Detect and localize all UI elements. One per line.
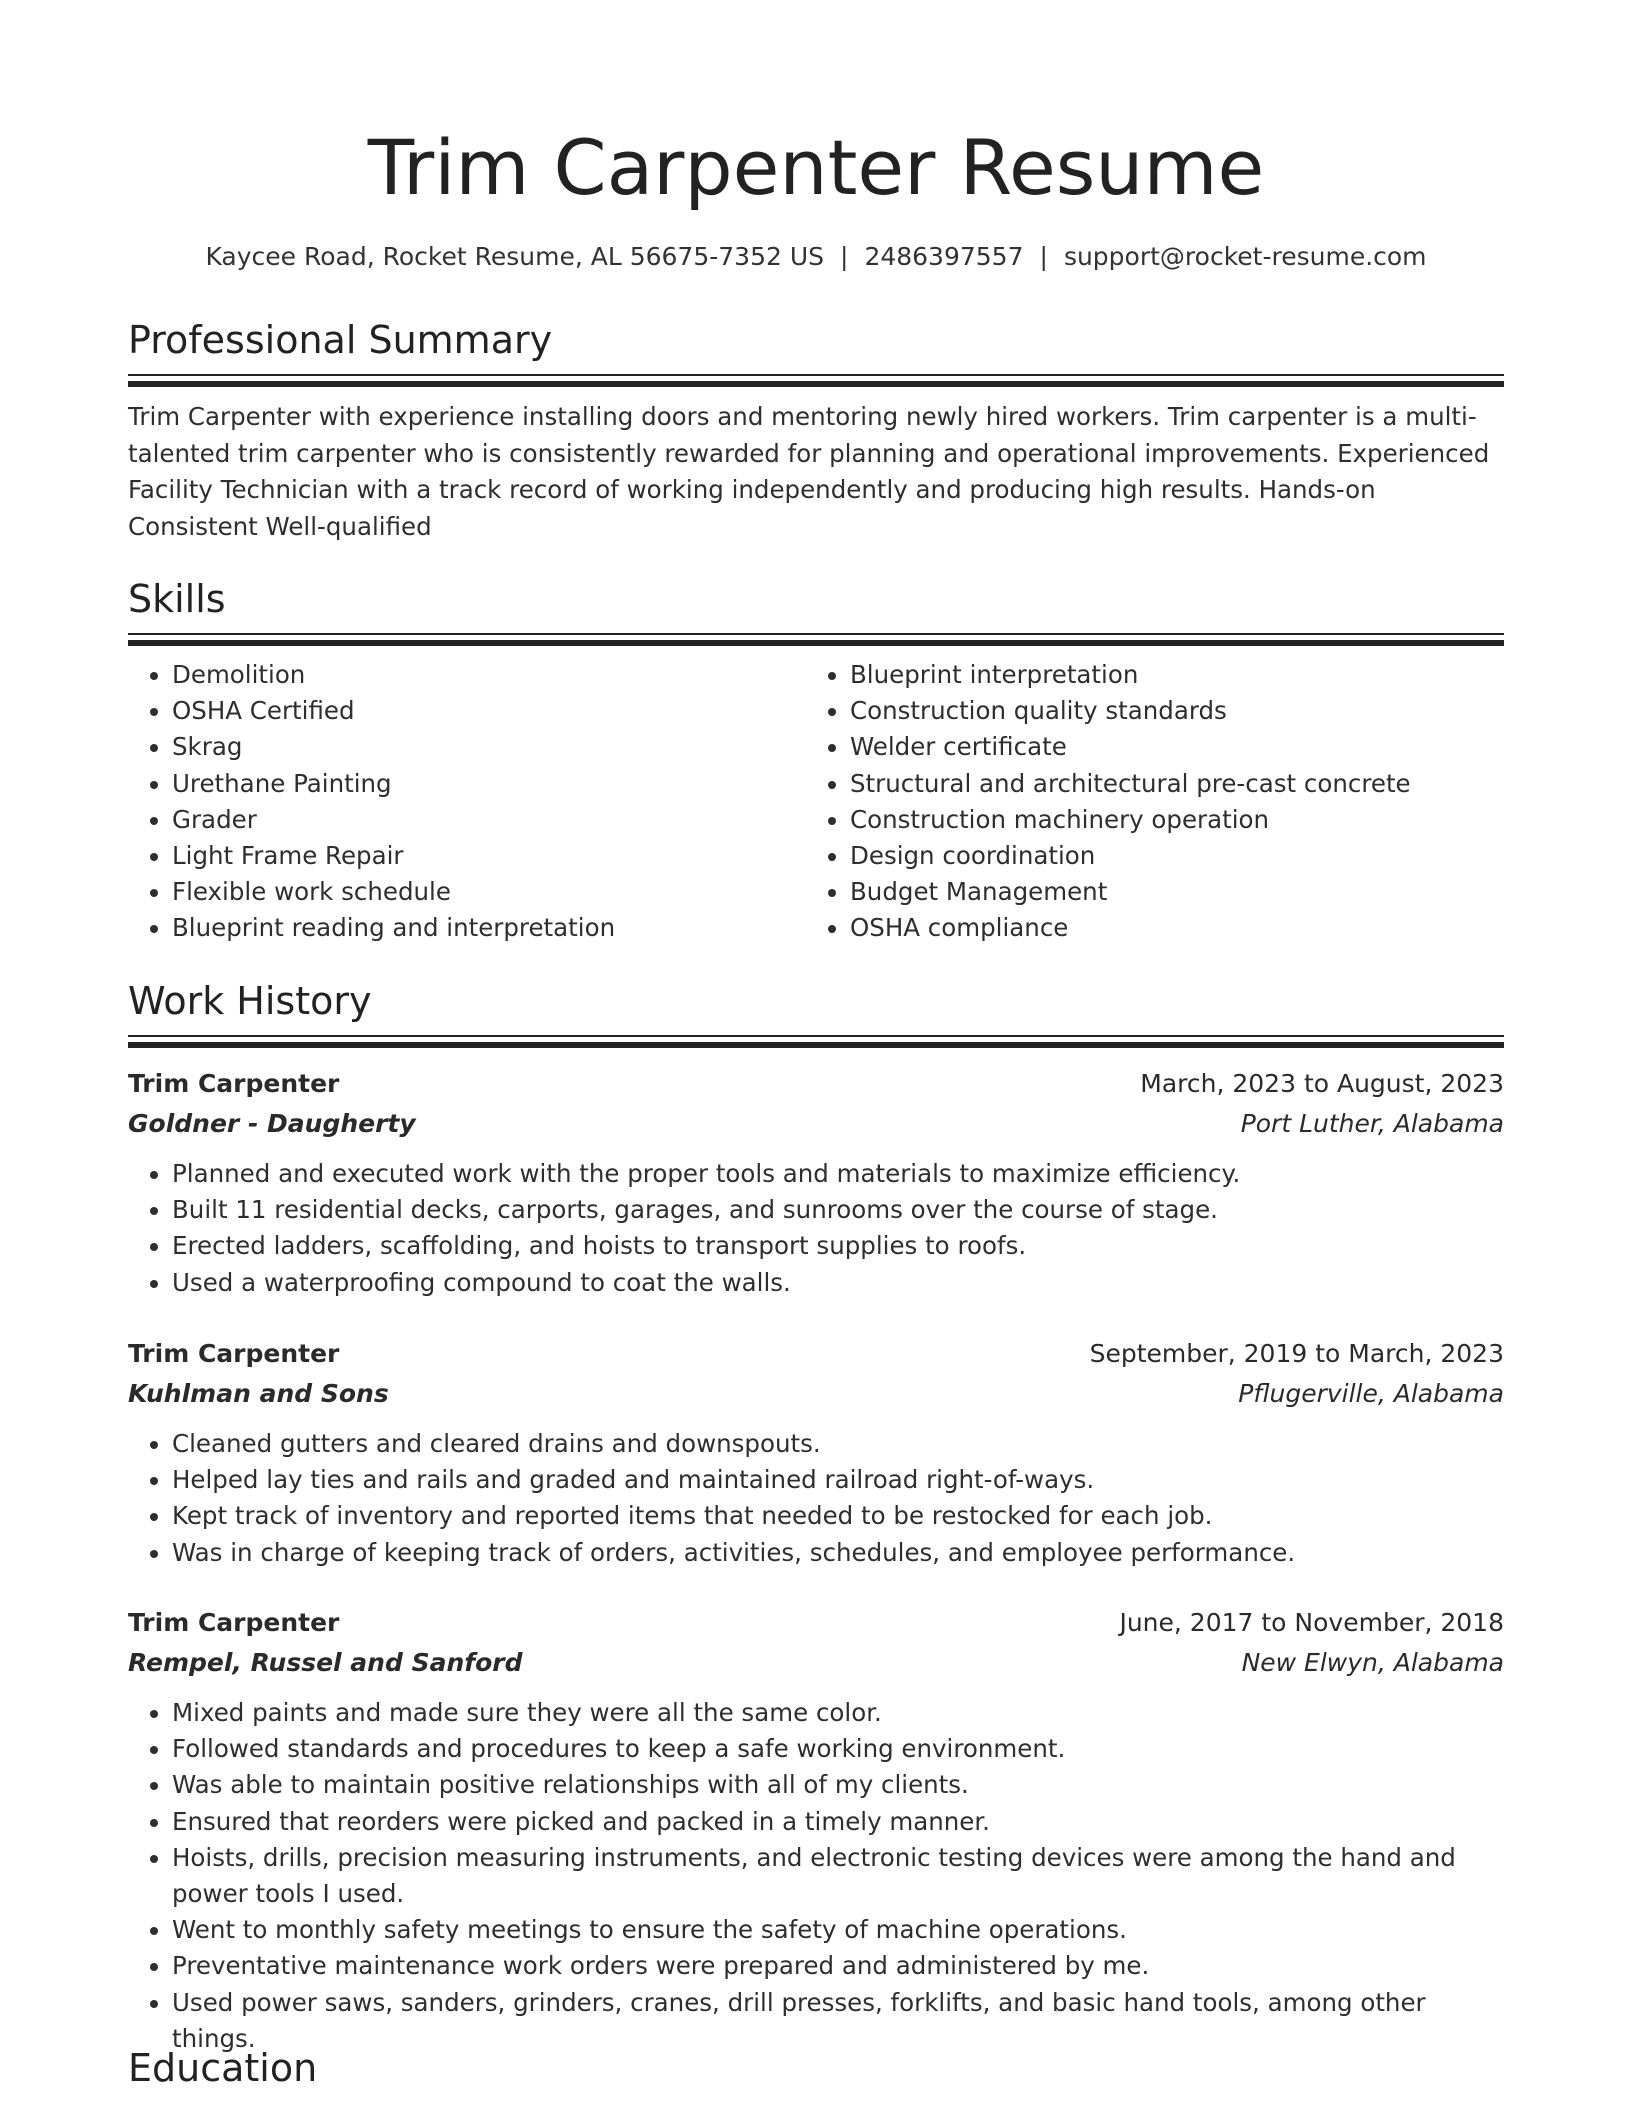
job-duty: • Built 11 residential decks, carports, garages, and sunrooms over the course of stage. [172, 1192, 1504, 1228]
job-duty: • Cleaned gutters and cleared drains and downspouts. [172, 1426, 1504, 1462]
job-duty: • Ensured that reorders were picked and packed in a timely manner. [172, 1804, 1504, 1840]
job-title: Trim Carpenter [128, 1339, 340, 1368]
skill-item: • Construction machinery operation [850, 802, 1484, 838]
section-heading-skills: Skills [128, 577, 226, 621]
job-duty: • Hoists, drills, precision measuring instruments, and electronic testing devices were among the hand and power tools I used. [172, 1840, 1504, 1912]
job-subheader [128, 1643, 1504, 1683]
skills-list-left [128, 657, 806, 947]
job-subheader [128, 1104, 1504, 1144]
contact-email: support@rocket-resume.com [1063, 242, 1427, 271]
skill-item: • Flexible work schedule [172, 874, 806, 910]
job-duty: • Erected ladders, scaffolding, and hoists to transport supplies to roofs. [172, 1228, 1504, 1264]
job-location: Pflugerville, Alabama [1238, 1379, 1504, 1408]
skills-section [128, 573, 1504, 947]
section-heading-work-history: Work History [128, 979, 372, 1023]
job-duties [128, 1695, 1504, 2057]
job-duty: • Preventative maintenance work orders were prepared and administered by me. [172, 1948, 1504, 1984]
job-header [128, 1603, 1504, 1643]
skills-columns [128, 657, 1504, 947]
section-heading-education: Education [128, 2046, 318, 2090]
skill-item: • Structural and architectural pre-cast concrete [850, 766, 1484, 802]
contact-separator: | [840, 242, 849, 271]
job-company: Kuhlman and Sons [128, 1379, 389, 1408]
job-duty: • Mixed paints and made sure they were all the same color. [172, 1695, 1504, 1731]
education-section [128, 2042, 1504, 2094]
skill-item: • Welder certificate [850, 729, 1484, 765]
job-duty: • Kept track of inventory and reported items that needed to be restocked for each job. [172, 1498, 1504, 1534]
skill-item: • Design coordination [850, 838, 1484, 874]
job-duty: • Helped lay ties and rails and graded and maintained railroad right-of-ways. [172, 1462, 1504, 1498]
skill-item: • OSHA compliance [850, 910, 1484, 946]
job-header [128, 1064, 1504, 1104]
job-dates: June, 2017 to November, 2018 [1119, 1608, 1504, 1637]
contact-address: Kaycee Road, Rocket Resume, AL 56675-7352 US [205, 242, 824, 271]
job-dates: September, 2019 to March, 2023 [1089, 1339, 1504, 1368]
job-duty: • Planned and executed work with the proper tools and materials to maximize efficiency. [172, 1156, 1504, 1192]
summary-text: Trim Carpenter with experience installing doors and mentoring newly hired workers. Trim carpenter is a multi-talented trim carpenter who is consistently rewarded for planning and operational improvements. Experienced Facility Technician with a track record of working independently and producing high results. Hands-on Consistent Well-qualified [128, 402, 1490, 541]
job-location: New Elwyn, Alabama [1241, 1648, 1504, 1677]
job-duty: • Used a waterproofing compound to coat the walls. [172, 1265, 1504, 1301]
contact-separator: | [1039, 242, 1048, 271]
skill-item: • Urethane Painting [172, 766, 806, 802]
section-divider [128, 1035, 1504, 1048]
job-company: Goldner - Daugherty [128, 1109, 416, 1138]
job-location: Port Luther, Alabama [1240, 1109, 1504, 1138]
job-duty: • Used power saws, sanders, grinders, cranes, drill presses, forklifts, and basic hand tools, among other things. [172, 1985, 1504, 2057]
job-duty: • Went to monthly safety meetings to ensure the safety of machine operations. [172, 1912, 1504, 1948]
job-header [128, 1334, 1504, 1374]
skill-item: • Light Frame Repair [172, 838, 806, 874]
skill-item: • Budget Management [850, 874, 1484, 910]
skill-item: • Construction quality standards [850, 693, 1484, 729]
job-company: Rempel, Russel and Sanford [128, 1648, 523, 1677]
contact-line [128, 236, 1504, 278]
section-heading-summary: Professional Summary [128, 318, 553, 362]
job-duties [128, 1426, 1504, 1571]
job-duties [128, 1156, 1504, 1301]
skill-item: • Grader [172, 802, 806, 838]
job-title: Trim Carpenter [128, 1069, 340, 1098]
job-entry [128, 1334, 1504, 1571]
job-entry [128, 1603, 1504, 2057]
summary-section [128, 314, 1504, 545]
skill-item: • Demolition [172, 657, 806, 693]
job-dates: March, 2023 to August, 2023 [1140, 1069, 1504, 1098]
skills-list-right [806, 657, 1484, 947]
skill-item: • Blueprint reading and interpretation [172, 910, 806, 946]
job-duty: • Followed standards and procedures to keep a safe working environment. [172, 1731, 1504, 1767]
section-divider [128, 374, 1504, 387]
skill-item: • Skrag [172, 729, 806, 765]
contact-phone: 2486397557 [864, 242, 1024, 271]
job-title: Trim Carpenter [128, 1608, 340, 1637]
skill-item: • Blueprint interpretation [850, 657, 1484, 693]
skill-item: • OSHA Certified [172, 693, 806, 729]
work-history-section [128, 975, 1504, 1048]
job-duty: • Was able to maintain positive relationships with all of my clients. [172, 1767, 1504, 1803]
page-title: Trim Carpenter Resume [367, 123, 1265, 212]
section-divider [128, 633, 1504, 646]
job-subheader [128, 1374, 1504, 1414]
job-entry [128, 1064, 1504, 1301]
job-duty: • Was in charge of keeping track of orders, activities, schedules, and employee performance. [172, 1535, 1504, 1571]
